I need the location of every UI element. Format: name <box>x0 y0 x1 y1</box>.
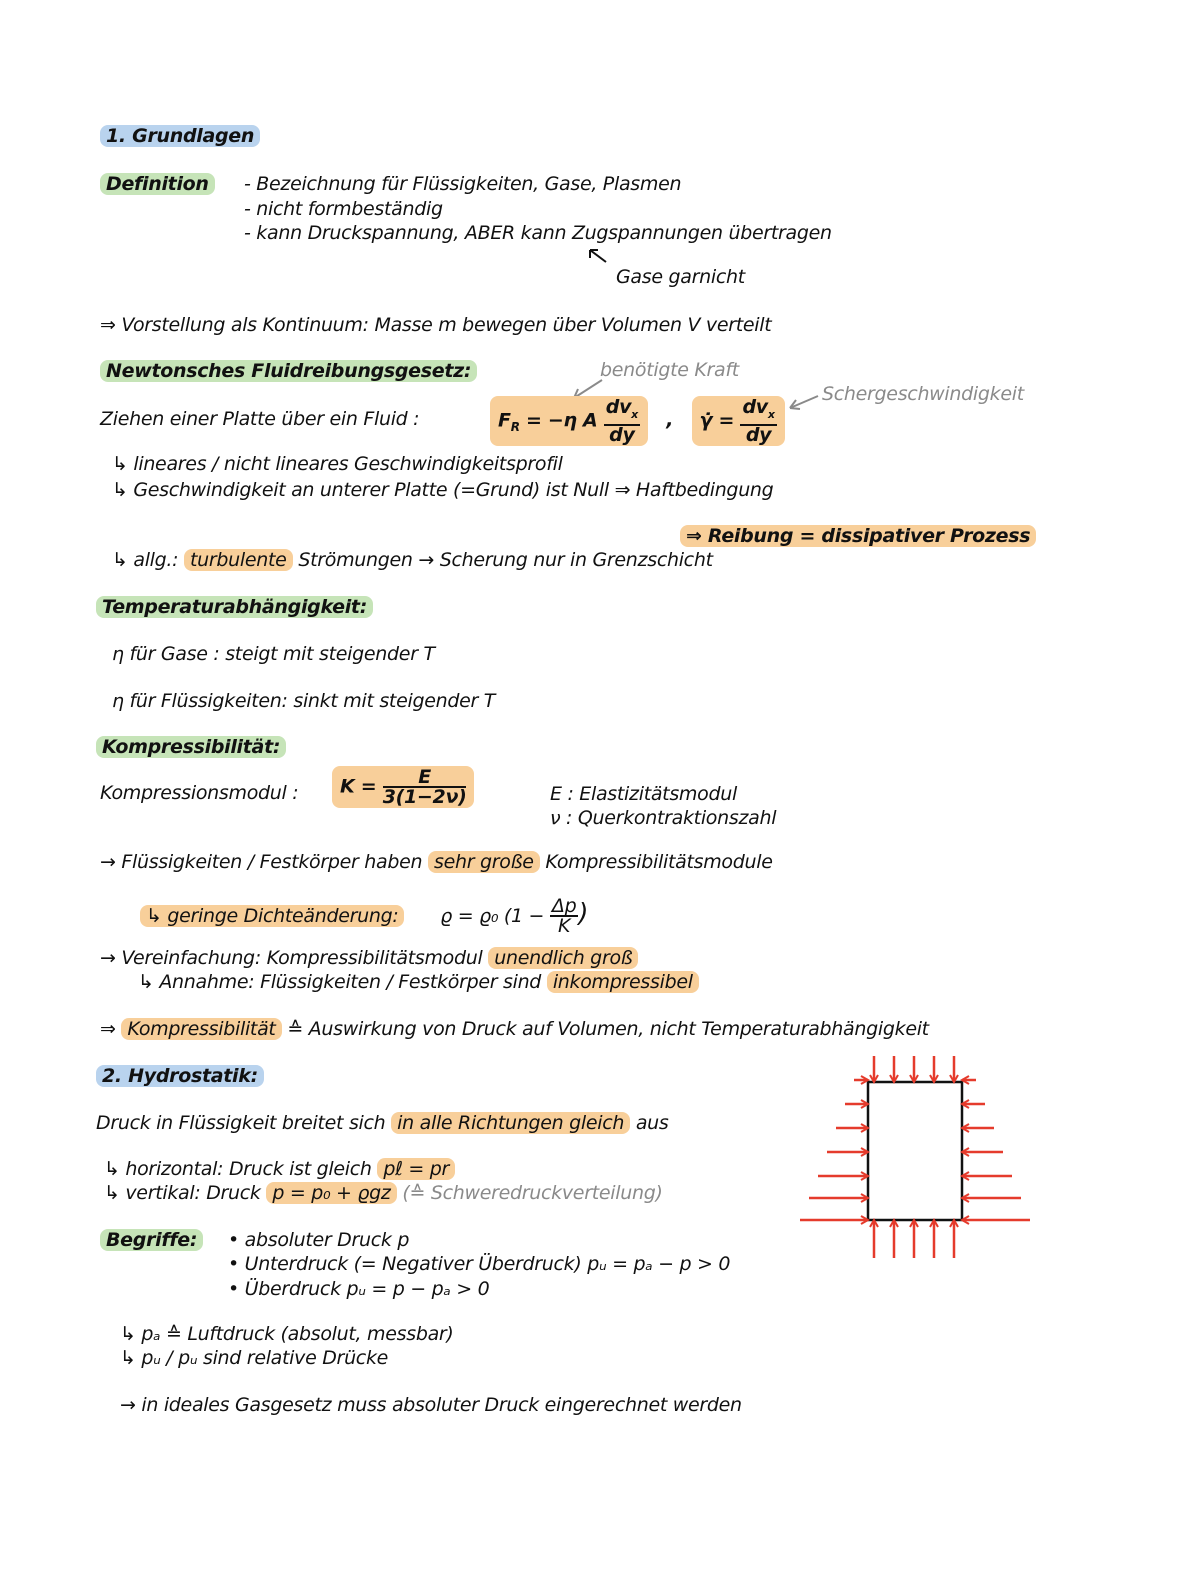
newton-formula: $F_R = -\eta$ A $\frac{dv_x}{dy}$ , γ̇ = $\frac{dv_x}{dy}$ <box>490 396 785 446</box>
compress-simplify-line: → Vereinfachung: Kompressibilitätsmodul unendlich groß <box>100 946 638 970</box>
compress-heading: Kompressibilität: <box>96 735 286 759</box>
definition-item: - kann Druckspannung, ABER kann Zugspannungen übertragen <box>244 222 832 244</box>
compress-summary-line: ⇒ Kompressibilität ≙ Auswirkung von Druck auf Volumen, nicht Temperaturabhängigkeit <box>100 1018 929 1040</box>
pressure-horizontal-line: ↳ horizontal: Druck ist gleich pℓ = pr <box>104 1157 455 1181</box>
compress-module-line: → Flüssigkeiten / Festkörper haben sehr große Kompressibilitätsmodule <box>100 851 773 873</box>
continuum-line: ⇒ Vorstellung als Kontinuum: Masse m bewegen über Volumen V verteilt <box>100 314 772 336</box>
annotation-arrow <box>786 394 822 412</box>
pressure-spread-line: Druck in Flüssigkeit breitet sich in alle Richtungen gleich aus <box>96 1112 669 1134</box>
temperature-liquids: η für Flüssigkeiten: sinkt mit steigender T <box>112 690 496 712</box>
airpressure-line: ↳ pₐ ≙ Luftdruck (absolut, messbar) <box>120 1323 454 1345</box>
term-item: • Überdruck pᵤ = p − pₐ > 0 <box>228 1278 490 1300</box>
hook-arrow <box>586 248 616 270</box>
newton-intro: Ziehen einer Platte über ein Fluid : <box>100 408 420 430</box>
newton-turbulent-line: ↳ allg.: turbulente Strömungen → Scherung nur in Grenzschicht <box>112 549 713 571</box>
newton-haft-line: ↳ Geschwindigkeit an unterer Platte (=Grund) ist Null ⇒ Haftbedingung <box>112 479 774 501</box>
ideal-gas-line: → in ideales Gasgesetz muss absoluter Druck eingerechnet werden <box>120 1394 742 1416</box>
term-item: • Unterdruck (= Negativer Überdruck) pᵤ = pₐ − p > 0 <box>228 1253 731 1275</box>
terms-label: Begriffe: <box>100 1228 203 1252</box>
box-outline <box>868 1082 962 1220</box>
temperature-gases: η für Gase : steigt mit steigender T <box>112 643 435 665</box>
compress-modul-label: Kompressionsmodul : <box>100 782 299 804</box>
relative-pressure-line: ↳ pᵤ / pᵤ sind relative Drücke <box>120 1347 389 1369</box>
section-title: 2. Hydrostatik: <box>96 1064 264 1088</box>
compress-formula: K = $\frac{E}{3(1-2\nu)}$ <box>332 766 474 808</box>
temperature-heading: Temperaturabhängigkeit: <box>96 595 373 619</box>
term-item: • absoluter Druck p <box>228 1229 410 1251</box>
pressure-vertical-line: ↳ vertikal: Druck p = p₀ + ϱgz (≙ Schweredruckverteilung) <box>104 1182 663 1204</box>
newton-reibung-line: ⇒ Reibung = dissipativer Prozess <box>680 524 1036 548</box>
compress-legend-v: ν : Querkontraktionszahl <box>550 807 777 829</box>
definition-item: - Bezeichnung für Flüssigkeiten, Gase, Plasmen <box>244 173 682 195</box>
newton-profile-line: ↳ lineares / nicht lineares Geschwindigkeitsprofil <box>112 453 563 475</box>
compress-assumption-line: ↳ Annahme: Flüssigkeiten / Festkörper sind inkompressibel <box>138 970 699 994</box>
pressure-box-diagram <box>800 1050 1030 1260</box>
section-title: 1. Grundlagen <box>100 124 260 148</box>
definition-side-note: Gase garnicht <box>616 266 745 288</box>
definition-item: - nicht formbeständig <box>244 198 443 220</box>
compress-legend-e: E : Elastizitätsmodul <box>550 783 737 805</box>
compress-density-line: ↳ geringe Dichteänderung: ϱ = ϱ₀ (1 − $\frac{\Delta p}{K}$ ) <box>140 897 588 935</box>
annotation-force: benötigte Kraft <box>600 359 739 381</box>
definition-label: Definition <box>100 172 215 196</box>
newton-heading: Newtonsches Fluidreibungsgesetz: <box>100 359 477 383</box>
annotation-shear: Schergeschwindigkeit <box>822 383 1024 405</box>
